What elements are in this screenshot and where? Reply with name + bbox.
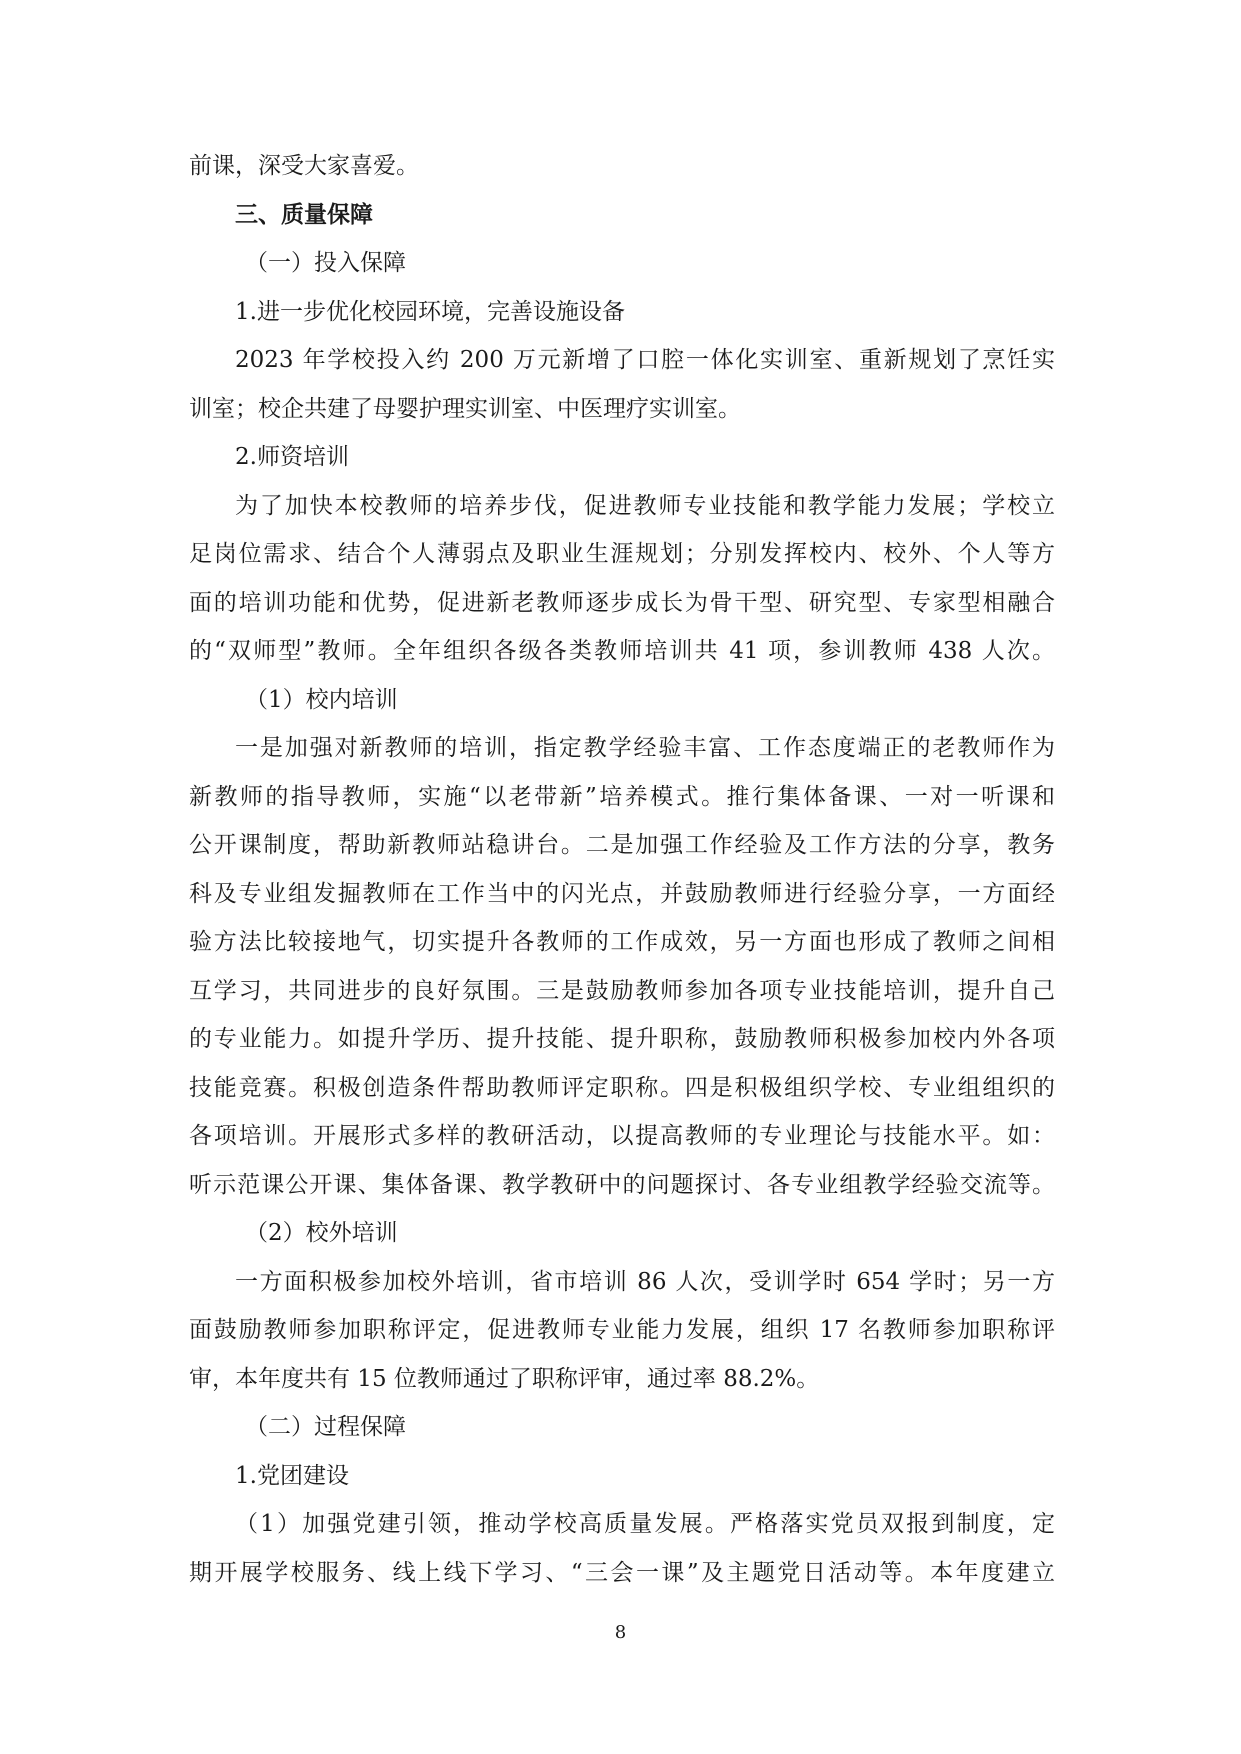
paragraph-line: 验方法比较接地气，切实提升各教师的工作成效，另一方面也形成了教师之间相 — [189, 929, 1055, 955]
paragraph-line: 公开课制度，帮助新教师站稳讲台。二是加强工作经验及工作方法的分享，教务 — [189, 832, 1055, 858]
paragraph-line: 新教师的指导教师，实施“以老带新”培养模式。推行集体备课、一对一听课和 — [189, 783, 1055, 810]
subsection-heading: （二）过程保障 — [245, 1414, 406, 1440]
page-number: 8 — [614, 1622, 627, 1643]
paragraph-line: 科及专业组发掘教师在工作当中的闪光点，并鼓励教师进行经验分享，一方面经 — [189, 880, 1055, 907]
paragraph-line: 的专业能力。如提升学历、提升技能、提升职称，鼓励教师积极参加校内外各项 — [189, 1026, 1055, 1052]
paragraph-line: 前课，深受大家喜爱。 — [189, 153, 419, 179]
body-text — [189, 142, 1055, 1597]
subsection-heading: （一）投入保障 — [245, 250, 406, 276]
item-heading: 1.党团建设 — [235, 1462, 349, 1489]
subitem-heading: （2）校外培训 — [245, 1220, 398, 1246]
paragraph-line: 互学习，共同进步的良好氛围。三是鼓励教师参加各项专业技能培训，提升自己 — [189, 977, 1055, 1004]
paragraph-line: 训室；校企共建了母婴护理实训室、中医理疗实训室。 — [189, 395, 741, 422]
section-heading: 三、质量保障 — [235, 201, 373, 228]
paragraph-line: 一是加强对新教师的培训，指定教学经验丰富、工作态度端正的老教师作为 — [235, 735, 1055, 761]
paragraph-line: （1）加强党建引领，推动学校高质量发展。严格落实党员双报到制度，定 — [235, 1511, 1055, 1537]
item-heading: 2.师资培训 — [235, 444, 349, 470]
paragraph-line: 的“双师型”教师。全年组织各级各类教师培训共 41 项，参训教师 438 人次。 — [189, 638, 1055, 664]
paragraph-line: 审，本年度共有 15 位教师通过了职称评审，通过率 88.2%。 — [189, 1365, 820, 1392]
paragraph-line: 听示范课公开课、集体备课、教学教研中的问题探讨、各专业组教学经验交流等。 — [189, 1171, 1055, 1198]
item-heading: 1.进一步优化校园环境，完善设施设备 — [235, 298, 625, 325]
paragraph-line: 一方面积极参加校外培训，省市培训 86 人次，受训学时 654 学时；另一方 — [235, 1268, 1055, 1295]
paragraph-line: 足岗位需求、结合个人薄弱点及职业生涯规划；分别发挥校内、校外、个人等方 — [189, 541, 1055, 567]
paragraph-line: 面鼓励教师参加职称评定，促进教师专业能力发展，组织 17 名教师参加职称评 — [189, 1317, 1055, 1343]
paragraph-line: 2023 年学校投入约 200 万元新增了口腔一体化实训室、重新规划了烹饪实 — [235, 347, 1055, 373]
paragraph-line: 各项培训。开展形式多样的教研活动，以提高教师的专业理论与技能水平。如： — [189, 1123, 1055, 1149]
subitem-heading: （1）校内培训 — [245, 686, 398, 713]
paragraph-line: 为了加快本校教师的培养步伐，促进教师专业技能和教学能力发展；学校立 — [235, 492, 1055, 519]
paragraph-line: 期开展学校服务、线上线下学习、“三会一课”及主题党日活动等。本年度建立 — [189, 1559, 1055, 1586]
paragraph-line: 技能竞赛。积极创造条件帮助教师评定职称。四是积极组织学校、专业组组织的 — [189, 1074, 1055, 1101]
paragraph-line: 面的培训功能和优势，促进新老教师逐步成长为骨干型、研究型、专家型相融合 — [189, 589, 1055, 616]
